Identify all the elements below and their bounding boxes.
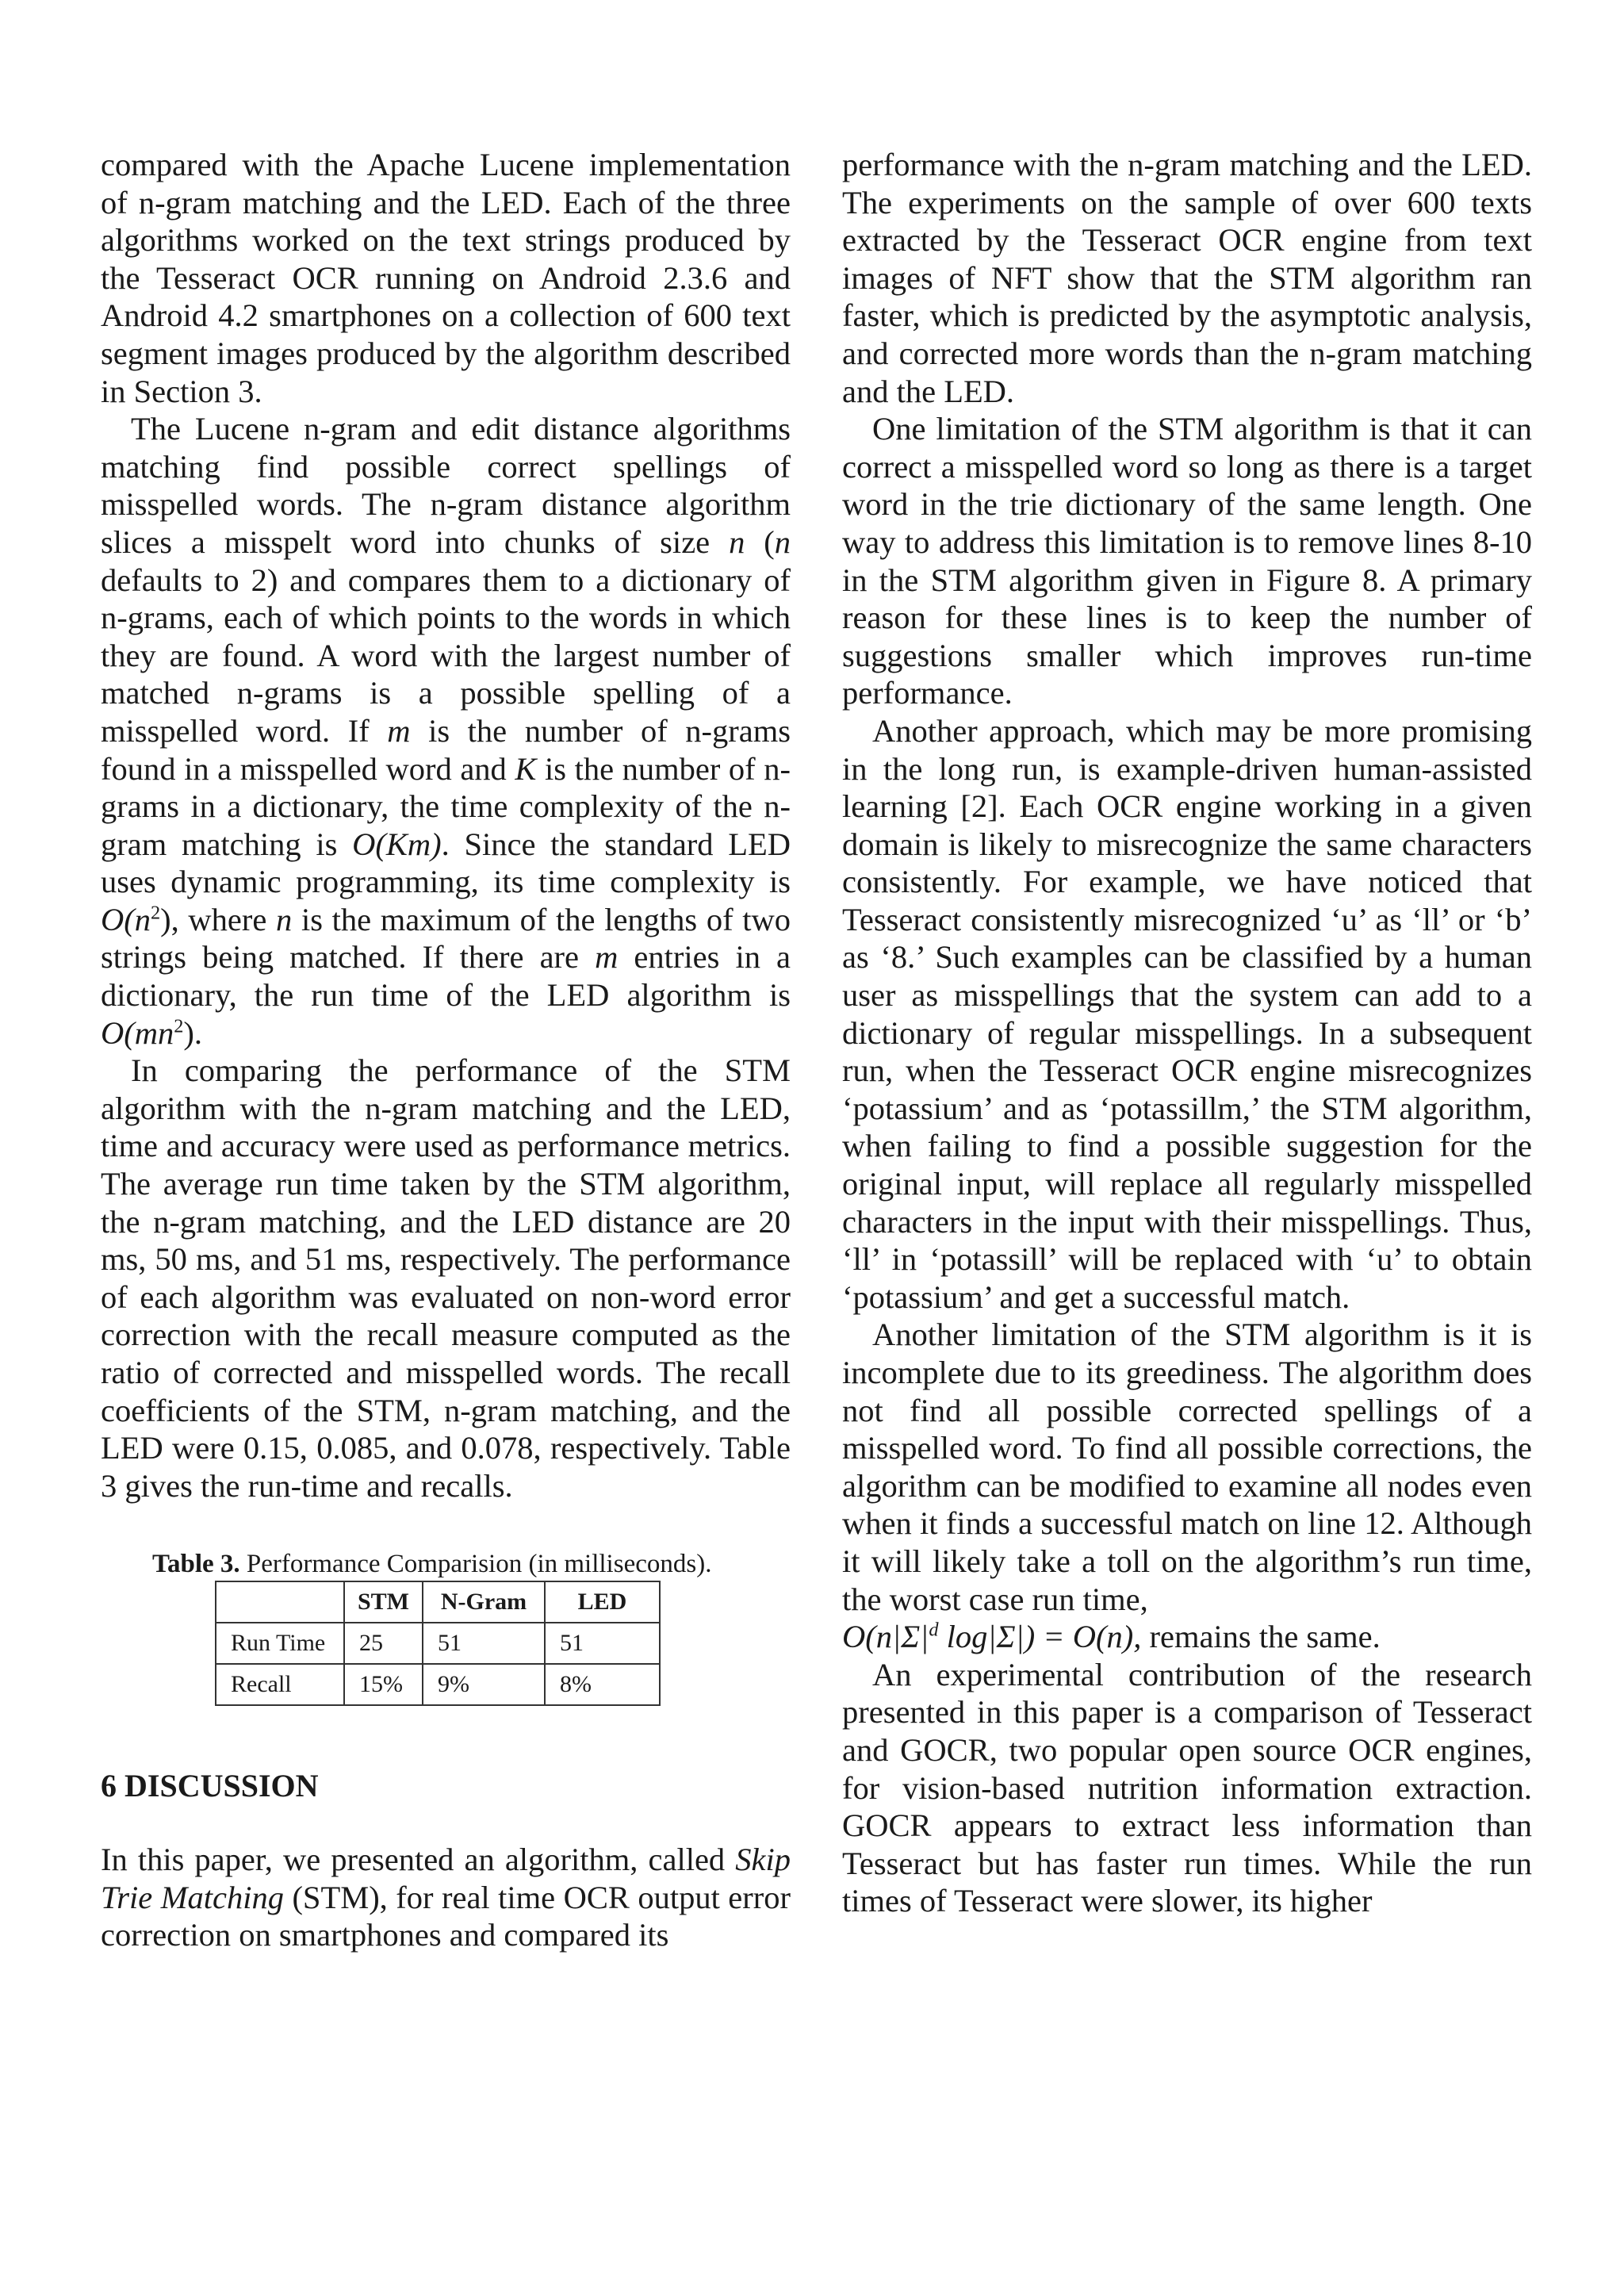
right-paragraph-3: Another approach, which may be more promising in the long run, is example-driven human-assisted learning [2]. Each OCR engine working in a given domain is likely to misrecognize the same characters consistently. For example, we have noticed that Tesseract consistently misrecognized ‘u’ as ‘ll’ or ‘b’ as ‘8.’ Such examples can be classified by a human user as misspellings that the system can add to a dictionary of regular misspellings. In a subsequent run, when the Tesseract OCR engine misrecognizes ‘potassium’ and as ‘potassillm,’ the STM algorithm, when failing to find a possible suggestion for the original input, will replace all regularly misspelled characters in the input with their misspellings. Thus, ‘ll’ in ‘potassill’ will be replaced with ‘u’ to obtain ‘potassium’ and get a successful match. — [842, 712, 1532, 1315]
table-cell: 51 — [545, 1623, 660, 1664]
table-3-block — [151, 1548, 737, 1706]
table-caption-label: Table 3. — [152, 1550, 240, 1578]
table-header-cell: STM — [344, 1581, 423, 1623]
right-paragraph-4: Another limitation of the STM algorithm is it is incomplete due to its greediness. The algorithm does not find all possible corrected spellings of a misspelled word. To find all possible corrections, the algorithm can be modified to examine all nodes even when it finds a successful match on line 12. Although it will likely take a toll on the algorithm’s run time, the worst case run time, — [842, 1317, 1532, 1617]
table-header-row — [216, 1581, 660, 1623]
table-cell: Run Time — [216, 1623, 344, 1664]
left-paragraph-3: In comparing the performance of the STM algorithm with the n-gram matching and the LED, time and accuracy were used as performance metrics. The average run time taken by the STM algorithm, the n-gram matching, and the LED distance are 20 ms, 50 ms, and 51 ms, respectively. The performance of each algorithm was evaluated on non-word error correction with the recall measure computed as the ratio of corrected and misspelled words. The recall coefficients of the STM, n-gram matching, and the LED were 0.15, 0.085, and 0.078, respectively. Table 3 gives the run-time and recalls. — [101, 1052, 791, 1504]
table-cell: 8% — [545, 1664, 660, 1705]
table-header-cell: N-Gram — [423, 1581, 545, 1623]
right-paragraph-5: An experimental contribution of the research presented in this paper is a comparison of Tesseract and GOCR, two popular open source OCR engines, for vision-based nutrition information extraction. GOCR appears to extract less information than Tesseract but has faster run times. While the run times of Tesseract were slower, its higher — [842, 1656, 1532, 1919]
table-header-cell — [216, 1581, 344, 1623]
left-paragraph-2: The Lucene n-gram and edit distance algorithms matching find possible correct spellings of misspelled words. The n-gram distance algorithm slices a misspelt word into chunks of size n (n defaults to 2) and compares them to a dictionary of n-grams, each of which points to the words in which they are found. A word with the largest number of matched n-grams is a possible spelling of a misspelled word. If m is the number of n-grams found in a misspelled word and K is the number of n-grams in a dictionary, the time complexity of the n-gram matching is O(Km). Since the standard LED uses dynamic programming, its time complexity is $O(n^2)$, where n is the maximum of the lengths of two strings being matched. If there are m entries in a dictionary, the run time of the LED algorithm is $O(mn^2)$. — [101, 411, 791, 1051]
formula-line: $O(n|\Sigma|^d$ log|Σ|) = O(n), remains the same. — [842, 1619, 1381, 1655]
table-cell: 51 — [423, 1623, 545, 1664]
table-cell: 25 — [344, 1623, 423, 1664]
table-cell: Recall — [216, 1664, 344, 1705]
section-intro-paragraph: In this paper, we presented an algorithm, called Skip Trie Matching (STM), for real time OCR output error correction on smartphones and compared its — [101, 1842, 791, 1953]
left-column — [101, 146, 791, 1504]
table-cell: 9% — [423, 1664, 545, 1705]
table-cell: 15% — [344, 1664, 423, 1705]
table-header-cell: LED — [545, 1581, 660, 1623]
section-heading: 6 DISCUSSION — [101, 1768, 319, 1803]
table-row — [216, 1623, 660, 1664]
right-column — [842, 146, 1532, 1920]
table-caption — [152, 1548, 737, 1580]
complexity-formula: $O(n|\Sigma|^d$ log|Σ|) = O(n), — [842, 1619, 1142, 1655]
table-row — [216, 1664, 660, 1705]
left-paragraph-1: compared with the Apache Lucene implementation of n-gram matching and the LED. Each of the three algorithms worked on the text strings produced by the Tesseract OCR running on Android 2.3.6 and Android 4.2 smartphones on a collection of 600 text segment images produced by the algorithm described in Section 3. — [101, 147, 791, 409]
performance-table — [215, 1581, 661, 1706]
right-paragraph-1: performance with the n-gram matching and the LED. The experiments on the sample of over 600 texts extracted by the Tesseract OCR engine from text images of NFT show that the STM algorithm ran faster, which is predicted by the asymptotic analysis, and corrected more words than the n-gram matching and the LED. — [842, 147, 1532, 409]
table-caption-text: Performance Comparision (in milliseconds). — [239, 1550, 712, 1578]
right-paragraph-2: One limitation of the STM algorithm is that it can correct a misspelled word so long as there is a target word in the trie dictionary of the same length. One way to address this limitation is to remove lines 8-10 in the STM algorithm given in Figure 8. A primary reason for these lines is to keep the number of suggestions smaller which improves run-time performance. — [842, 411, 1532, 711]
